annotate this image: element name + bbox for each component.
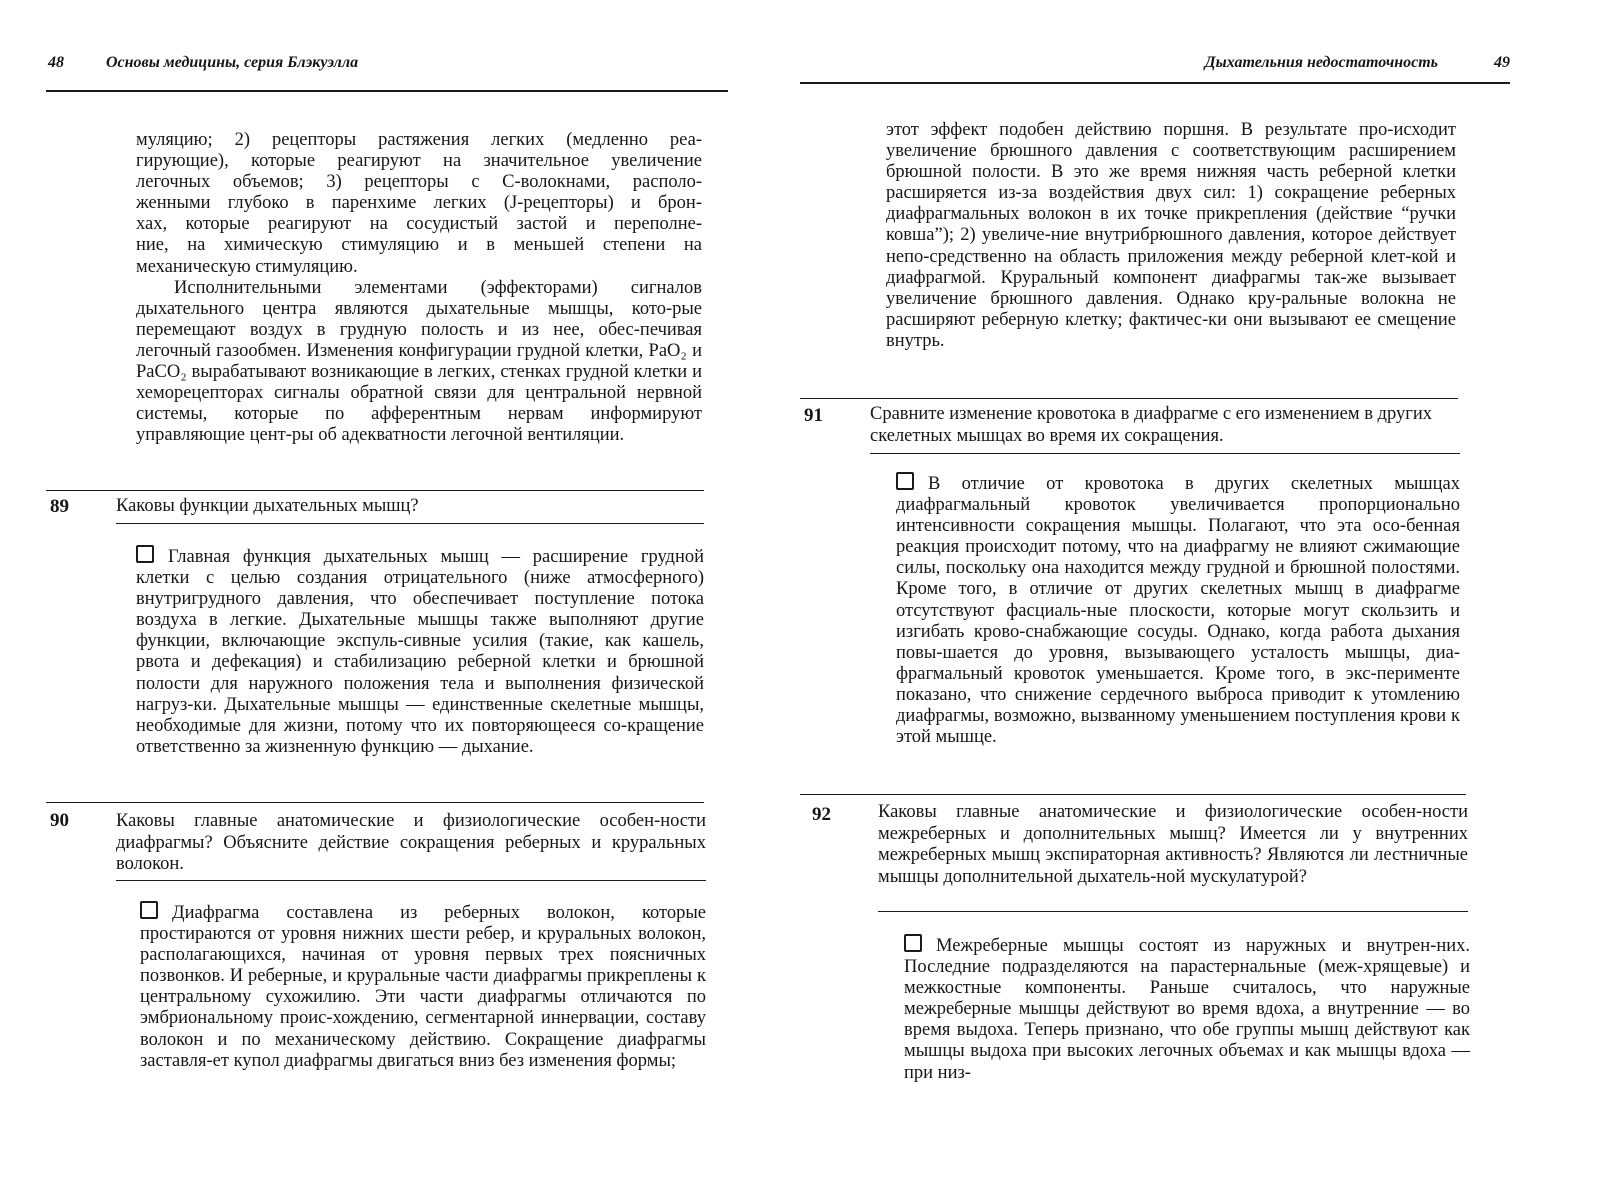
question-number-90: 90 xyxy=(50,810,69,831)
section-rule xyxy=(800,398,1458,399)
page-number: 48 xyxy=(48,54,64,71)
answer-92 xyxy=(904,934,1470,1084)
continuation-line: муляцию; 2) рецепторы растяжения легких (медленно реа- xyxy=(136,130,702,150)
continuation-text xyxy=(136,130,702,446)
paragraph: Исполнительными элементами (эффекторами) сигналов дыхательного центра являются дыхательные мышцы, кото-рые перемещают воздух в грудную полость и из нее, обес-печивая легочный газообмен. Изменения конфигурации грудной клетки, PaO₂ и PaCO₂ вырабатывают возникающие в легких, стенках грудной клетки и хеморецепторах сигналы обратной связи для центральной нервной системы, которые по афферентным нервам информируют управляющие цент-ры об адекватности легочной вентиляции. xyxy=(136,277,702,446)
checkbox-icon xyxy=(136,545,154,563)
answer-92-text: Межреберные мышцы состоят из наружных и внутрен-них. Последние подразделяются на парастернальные (меж-хрящевые) и межкостные компоненты. Раньше считалось, что наружные межреберные мышцы действуют во время вдоха, а внутренние — во время выдоха. Теперь признано, что обе группы мышц действуют как мышцы выдоха при высоких легочных объемах и как мышцы вдоха — при низ- xyxy=(904,936,1470,1083)
continuation-line: хах, которые реагируют на сосудистый застой и переполне- xyxy=(136,214,702,235)
question-rule xyxy=(116,523,704,524)
answer-89 xyxy=(136,545,704,758)
question-91: Сравните изменение кровотока в диафрагме с его изменением в других скелетных мышцах во время их сокращения. xyxy=(870,404,1432,446)
running-head xyxy=(44,54,724,80)
section-rule xyxy=(46,490,704,491)
checkbox-icon xyxy=(904,934,922,952)
continuation-line: ние, на химическую стимуляцию и в меньшей степени на xyxy=(136,235,702,256)
answer-90 xyxy=(140,901,706,1072)
question-rule xyxy=(116,880,706,881)
question-90: Каковы главные анатомические и физиологические особен-ности диафрагмы? Объясните действие сокращения реберных и круральных волокон. xyxy=(116,811,706,874)
section-rule xyxy=(800,794,1466,795)
running-head xyxy=(820,54,1510,80)
question-number-89: 89 xyxy=(50,496,69,517)
page-number: 49 xyxy=(1494,54,1510,71)
question-number-92: 92 xyxy=(812,804,831,825)
right-page xyxy=(800,0,1600,1177)
running-title: Основы медицины, серия Блэкуэлла xyxy=(106,54,359,71)
continuation-line: легочных объемов; 3) рецепторы с С-волокнами, располо- xyxy=(136,172,702,193)
checkbox-icon xyxy=(896,472,914,490)
running-title: Дыхательния недостаточность xyxy=(1204,54,1438,71)
answer-89-text: Главная функция дыхательных мышц — расширение грудной клетки с целью создания отрицательного (ниже атмосферного) внутригрудного давления, что обеспечивает поступление потока воздуха в легкие. Дыхательные мышцы также выполняют другие функции, включающие экспуль-сивные усилия (такие, как кашель, рвота и дефекация) и стабилизацию реберной клетки и брюшной полости для наружного положения тела и выполнения физической нагруз-ки. Дыхательные мышцы — единственные скелетные мышцы, необходимые для жизни, потому что их повторяющееся со-кращение ответственно за жизненную функцию — дыхание. xyxy=(136,547,704,757)
question-rule xyxy=(870,453,1460,454)
section-rule xyxy=(46,802,704,803)
checkbox-icon xyxy=(140,901,158,919)
question-number-91: 91 xyxy=(804,405,823,426)
answer-91 xyxy=(896,472,1460,748)
header-rule xyxy=(800,82,1510,84)
continuation-paragraph: этот эффект подобен действию поршня. В результате про-исходит увеличение брюшного давления с соответствующим расширением брюшной полости. В это же время нижняя часть реберной клетки расширяется из-за воздействия двух сил: 1) сокращение реберных диафрагмальных волокон в их точке прикрепления (действие “ручки ковша”); 2) увеличе-ние внутрибрюшного давления, которое действует непо-средственно на область приложения между реберной клет-кой и диафрагмой. Круральный компонент диафрагмы так-же вызывает увеличение брюшного давления. Однако кру-ральные волокна не расширяют реберную клетку; фактичес-ки они вызывают ее смещение внутрь. xyxy=(886,120,1456,351)
header-rule xyxy=(46,90,728,92)
continuation-line: гирующие), которые реагируют на значительное увеличение xyxy=(136,151,702,172)
question-rule xyxy=(878,911,1468,912)
answer-91-text: В отличие от кровотока в других скелетных мышцах диафрагмальный кровоток увеличивается пропорционально интенсивности сокращения мышцы. Полагают, что эта осо-бенная реакция происходит потому, что на диафрагму не влияют сжимающие силы, поскольку она находится между грудной и брюшной полостями. Кроме того, в отличие от других скелетных мышц в диафрагме отсутствуют фасциаль-ные плоскости, которые могут скользить и изгибать крово-снабжающие сосуды. Однако, когда работа дыхания повы-шается до уровня, вызывающего усталость мышцы, диа-фрагмальный кровоток уменьшается. Кроме того, в экс-перименте показано, что снижение сердечного выброса приводит к утомлению диафрагмы, возможно, вызванному уменьшением поступления крови к этой мышце. xyxy=(896,474,1460,748)
question-89: Каковы функции дыхательных мышц? xyxy=(116,496,419,516)
question-92: Каковы главные анатомические и физиологические особен-ности межреберных и дополнительных мышц? Имеется ли у внутренних межреберных мышц экспираторная активность? Являются ли лестничные мышцы дополнительной дыхатель-ной мускулатурой? xyxy=(878,802,1468,887)
answer-90-text: Диафрагма составлена из реберных волокон, которые простираются от уровня нижних шести ребер, и круральных волокон, располагающихся, начиная от уровня первых трех поясничных позвонков. И реберные, и круральные части диафрагмы прикреплены к центральному сухожилию. Эти части диафрагмы отличаются по эмбриональному проис-хождению, сегментарной иннервации, составу волокон и по механическому действию. Сокращение диафрагмы заставля-ет купол диафрагмы двигаться вниз без изменения формы; xyxy=(140,903,706,1071)
continuation-line: механическую стимуляцию. xyxy=(136,256,358,277)
continuation-text xyxy=(886,120,1456,352)
continuation-line: женными глубоко в паренхиме легких (J-рецепторы) и брон- xyxy=(136,193,702,214)
